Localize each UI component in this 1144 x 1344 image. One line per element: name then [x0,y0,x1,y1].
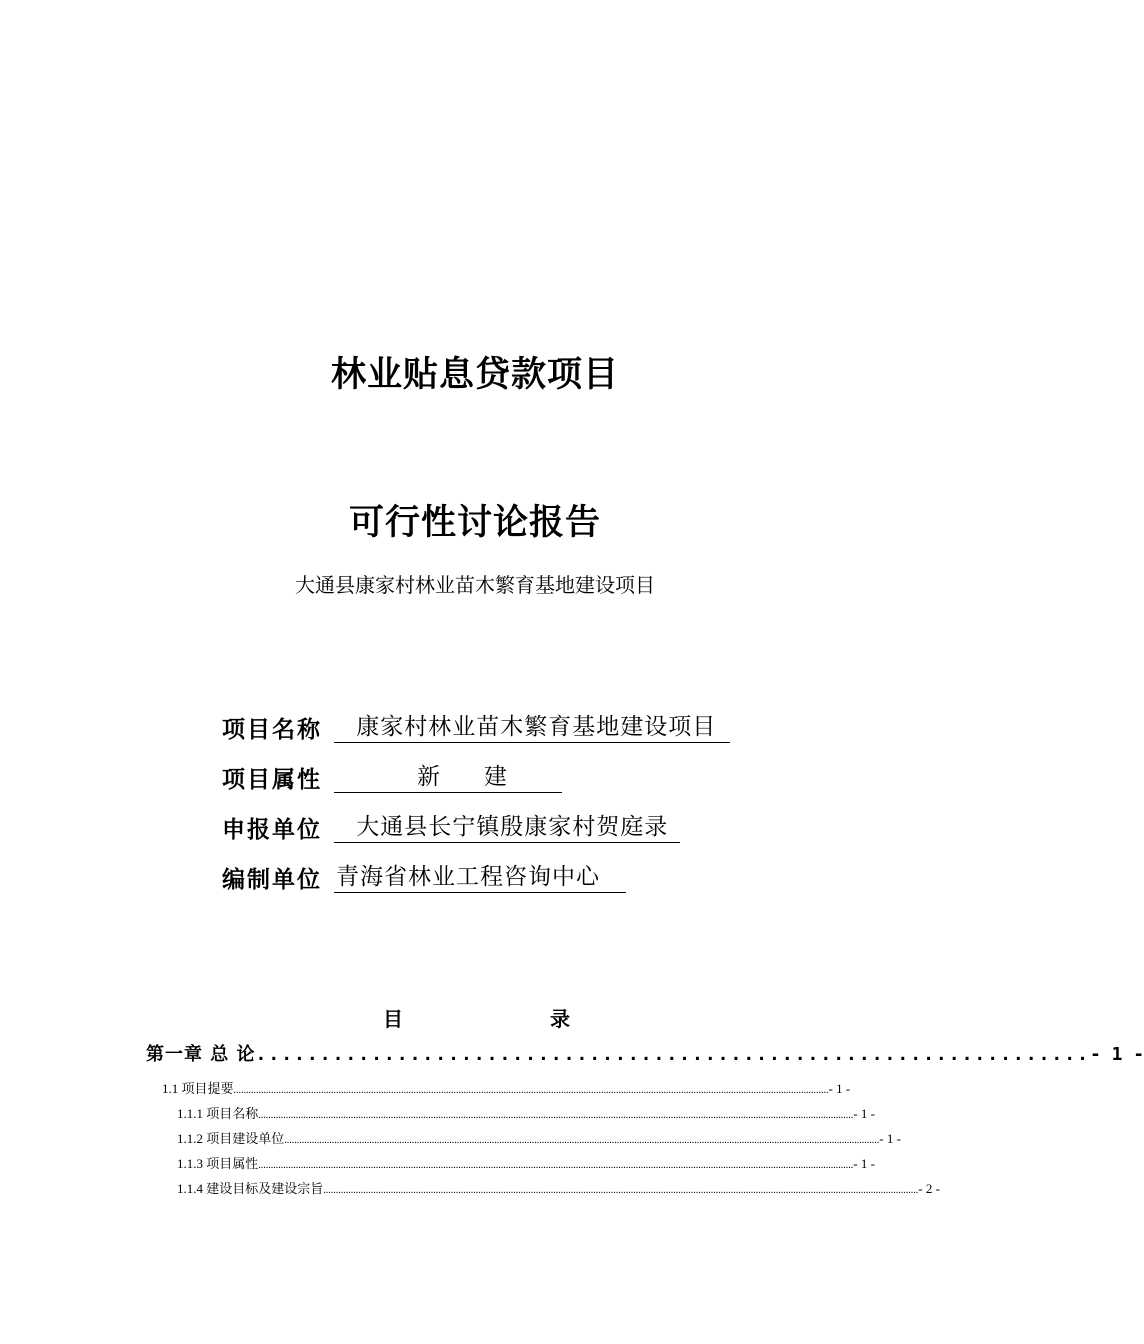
info-label: 项目名称 [222,716,322,743]
info-value: 康家村林业苗木繁育基地建设项目 [334,712,730,743]
info-row-applicant [222,802,822,852]
toc-dot-leader: .............................................................................................................................................................................................................................................. [233,1085,829,1096]
info-row-compiler [222,852,822,902]
toc-entry-title: 1.1 项目提要 [162,1081,234,1096]
info-label: 编制单位 [222,866,322,893]
toc-chapter-entry[interactable] [146,1040,1144,1068]
info-value: 大通县长宁镇殷康家村贺庭录 [334,812,680,843]
toc-entry[interactable] [177,1103,875,1123]
info-row-project-name [222,702,822,752]
toc-heading-left: 目 [383,1007,403,1031]
toc-entry-title: 第一章 总 论 [146,1044,256,1065]
toc-entry[interactable] [162,1078,851,1098]
toc-entry-page: - 1 - [828,1081,851,1096]
toc-entry[interactable] [177,1128,901,1148]
toc-entry[interactable] [177,1153,875,1173]
toc-heading-right: 录 [550,1007,570,1031]
toc-dot-leader: ................................................................. [255,1044,1090,1065]
info-row-project-type [222,752,822,802]
toc-entry-page: - 2 - [918,1181,940,1196]
toc-entry-page: - 1 - [853,1156,875,1171]
toc-dot-leader: .............................................................................................................................................................................................................................................. [258,1110,854,1121]
report-title-line1: 林业贴息贷款项目 [330,355,619,395]
info-label: 项目属性 [222,766,322,793]
toc-entry-title: 1.1.2 项目建设单位 [177,1131,285,1146]
toc-dot-leader: .............................................................................................................................................................................................................................................. [284,1135,880,1146]
info-value: 新 建 [334,762,562,793]
toc-dot-leader: .............................................................................................................................................................................................................................................. [323,1185,919,1196]
toc-entry-title: 1.1.4 建设目标及建设宗旨 [177,1181,324,1196]
project-info-block [222,702,822,902]
toc-dot-leader: .............................................................................................................................................................................................................................................. [258,1160,854,1171]
toc-entry-title: 1.1.3 项目属性 [177,1156,259,1171]
report-title-line2: 可行性讨论报告 [348,503,601,543]
report-subtitle: 大通县康家村林业苗木繁育基地建设项目 [295,573,655,597]
info-value: 青海省林业工程咨询中心 [334,862,626,893]
toc-entry-page: - 1 - [879,1131,901,1146]
toc-entry-title: 1.1.1 项目名称 [177,1106,259,1121]
info-label: 申报单位 [222,816,322,843]
toc-entry-page: - 1 - [1089,1044,1144,1065]
toc-entry-page: - 1 - [853,1106,875,1121]
toc-entry[interactable] [177,1178,940,1198]
